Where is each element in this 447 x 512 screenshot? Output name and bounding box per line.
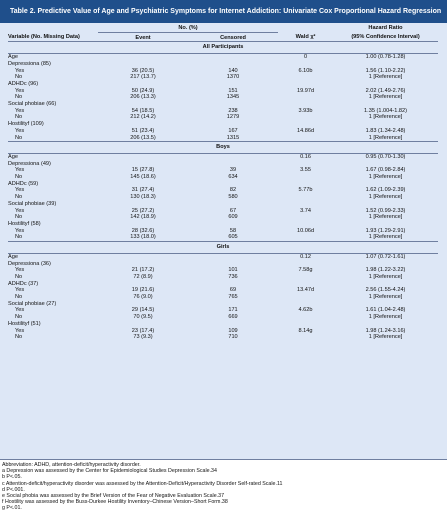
variable-cell: Yes bbox=[15, 167, 25, 174]
hazard-ratio-cell: 1.83 (1.34-2.48) bbox=[365, 127, 406, 134]
hazard-ratio-cell: 0.95 (0.70-1.30) bbox=[365, 153, 406, 160]
variable-cell: No bbox=[15, 194, 23, 201]
variable-cell: Yes bbox=[15, 187, 25, 194]
event-cell: 212 (14.2) bbox=[130, 114, 156, 121]
hazard-ratio-cell bbox=[333, 201, 438, 208]
table-row bbox=[8, 334, 438, 341]
hazard-ratio-cell: 1 [Reference] bbox=[368, 74, 403, 81]
no-pct-header: No. (%) bbox=[98, 23, 278, 32]
event-cell: 23 (17.4) bbox=[131, 327, 155, 334]
table-row bbox=[8, 68, 438, 75]
event-cell: 72 (8.9) bbox=[133, 273, 153, 280]
wald-cell bbox=[278, 314, 333, 321]
variable-cell: Yes bbox=[15, 67, 25, 74]
event-cell: 15 (27.8) bbox=[131, 167, 155, 174]
censored-cell: 101 bbox=[228, 267, 238, 274]
censored-cell: 1315 bbox=[226, 134, 240, 141]
table-row bbox=[8, 294, 438, 301]
table-row bbox=[8, 174, 438, 181]
group-heading: All Participants bbox=[8, 42, 438, 54]
hazard-ratio-header-1: Hazard Ratio bbox=[368, 25, 403, 32]
event-cell bbox=[98, 301, 188, 308]
event-cell: 145 (18.6) bbox=[130, 174, 156, 181]
wald-cell bbox=[278, 214, 333, 221]
variable-cell: Yes bbox=[15, 87, 25, 94]
variable-cell: No bbox=[15, 273, 23, 280]
wald-cell: 5.77b bbox=[298, 187, 313, 194]
table-row bbox=[8, 121, 438, 128]
variable-cell: Age bbox=[8, 54, 18, 61]
censored-cell: 580 bbox=[228, 194, 238, 201]
censored-cell bbox=[188, 281, 278, 288]
event-cell: 36 (20.5) bbox=[131, 67, 155, 74]
table-row bbox=[8, 194, 438, 201]
table-row bbox=[8, 214, 438, 221]
wald-cell: 3.55 bbox=[300, 167, 311, 174]
table-row bbox=[8, 301, 438, 308]
event-cell: 21 (17.2) bbox=[131, 267, 155, 274]
hazard-ratio-cell: 2.56 (1.55-4.24) bbox=[365, 287, 406, 294]
censored-cell: 171 bbox=[228, 307, 238, 314]
variable-cell: Yes bbox=[15, 127, 25, 134]
wald-cell: 8.14g bbox=[298, 327, 313, 334]
table-row bbox=[8, 161, 438, 168]
wald-cell bbox=[278, 274, 333, 281]
event-cell: 51 (23.4) bbox=[131, 127, 155, 134]
variable-cell: No bbox=[15, 334, 23, 341]
event-cell bbox=[98, 161, 188, 168]
event-cell bbox=[98, 181, 188, 188]
censored-cell bbox=[188, 153, 278, 160]
event-cell bbox=[98, 253, 188, 260]
variable-cell: ADHDc (96) bbox=[8, 80, 39, 87]
wald-cell bbox=[278, 201, 333, 208]
variable-cell: ADHDc (59) bbox=[8, 180, 39, 187]
variable-cell: ADHDc (37) bbox=[8, 280, 39, 287]
hazard-ratio-cell: 1 [Reference] bbox=[368, 114, 403, 121]
wald-cell: 3.93b bbox=[298, 107, 313, 114]
group-heading: Girls bbox=[8, 242, 438, 254]
hazard-ratio-cell bbox=[333, 161, 438, 168]
variable-cell: Yes bbox=[15, 207, 25, 214]
variable-cell: No bbox=[15, 94, 23, 101]
variable-cell: Hostilityf (58) bbox=[8, 220, 41, 227]
wald-cell bbox=[278, 114, 333, 121]
variable-cell: No bbox=[15, 234, 23, 241]
hazard-ratio-cell bbox=[333, 321, 438, 328]
event-cell bbox=[98, 61, 188, 68]
variable-cell: No bbox=[15, 114, 23, 121]
table-row bbox=[8, 281, 438, 288]
variable-cell: Social phobiae (27) bbox=[8, 300, 57, 307]
event-cell bbox=[98, 121, 188, 128]
table-row bbox=[8, 267, 438, 274]
wald-cell: 10.06d bbox=[296, 227, 315, 234]
table-row bbox=[8, 128, 438, 135]
variable-cell: No bbox=[15, 174, 23, 181]
footnote: b P<.05. bbox=[2, 474, 22, 481]
variable-cell: Yes bbox=[15, 267, 25, 274]
footnote: d P<.001. bbox=[2, 486, 25, 493]
wald-header: Wald χ² bbox=[295, 34, 316, 41]
event-cell: 28 (32.6) bbox=[131, 227, 155, 234]
hazard-ratio-cell: 1.61 (1.04-2.48) bbox=[365, 307, 406, 314]
table-row bbox=[8, 221, 438, 228]
event-cell: 73 (9.3) bbox=[133, 334, 153, 341]
wald-cell bbox=[278, 321, 333, 328]
censored-cell: 67 bbox=[229, 207, 237, 214]
event-cell bbox=[98, 101, 188, 108]
censored-cell: 39 bbox=[229, 167, 237, 174]
wald-cell: 3.74 bbox=[300, 207, 311, 214]
censored-cell bbox=[188, 161, 278, 168]
table-row bbox=[8, 287, 438, 294]
censored-cell: 605 bbox=[228, 234, 238, 241]
wald-cell bbox=[278, 294, 333, 301]
table-row bbox=[8, 253, 438, 260]
event-cell: 76 (9.0) bbox=[133, 294, 153, 301]
table-row bbox=[8, 88, 438, 95]
censored-cell: 167 bbox=[228, 127, 238, 134]
hazard-ratio-cell: 1 [Reference] bbox=[368, 334, 403, 341]
wald-cell bbox=[278, 61, 333, 68]
wald-cell bbox=[278, 174, 333, 181]
variable-cell: Depressiona (36) bbox=[8, 260, 51, 267]
censored-cell: 1279 bbox=[226, 114, 240, 121]
event-cell bbox=[98, 153, 188, 160]
hazard-ratio-cell: 1 [Reference] bbox=[368, 273, 403, 280]
event-cell bbox=[98, 321, 188, 328]
event-cell: 29 (14.5) bbox=[131, 307, 155, 314]
wald-cell bbox=[278, 81, 333, 88]
censored-cell bbox=[188, 201, 278, 208]
table-row bbox=[8, 167, 438, 174]
variable-cell: Age bbox=[8, 153, 18, 160]
footnote: f Hostility was assessed by the Buss-Durkee Hostility Inventory–Chinese Version–Short Form.38 bbox=[2, 499, 228, 506]
table-row bbox=[8, 81, 438, 88]
hazard-ratio-cell bbox=[333, 221, 438, 228]
table-row bbox=[8, 228, 438, 235]
hazard-ratio-cell: 1.00 (0.78-1.28) bbox=[365, 54, 406, 61]
hazard-ratio-cell: 1.07 (0.72-1.61) bbox=[365, 253, 406, 260]
table-row bbox=[8, 201, 438, 208]
table-title: Table 2. Predictive Value of Age and Psychiatric Symptoms for Internet Addiction: Univariate Cox Proportional Hazard Regression bbox=[0, 0, 447, 23]
event-cell: 70 (9.5) bbox=[133, 314, 153, 321]
hazard-ratio-cell: 1 [Reference] bbox=[368, 234, 403, 241]
variable-cell: Age bbox=[8, 253, 18, 260]
variable-cell: Hostilityf (109) bbox=[8, 121, 44, 128]
hazard-ratio-cell: 1.35 (1.004-1.82) bbox=[364, 107, 407, 114]
censored-cell bbox=[188, 101, 278, 108]
event-cell bbox=[98, 281, 188, 288]
variable-cell: No bbox=[15, 314, 23, 321]
wald-cell: 0 bbox=[303, 54, 308, 61]
event-header: Event bbox=[135, 34, 151, 41]
hazard-ratio-cell: 1.56 (1.10-2.22) bbox=[365, 67, 406, 74]
table-row bbox=[8, 321, 438, 328]
table-container bbox=[0, 23, 447, 460]
hazard-ratio-cell bbox=[333, 261, 438, 268]
table-row bbox=[8, 181, 438, 188]
table-row bbox=[8, 108, 438, 115]
hazard-ratio-cell: 1.93 (1.29-2.91) bbox=[365, 227, 406, 234]
hazard-ratio-cell: 1.98 (1.22-3.22) bbox=[365, 267, 406, 274]
wald-cell bbox=[278, 221, 333, 228]
wald-cell: 0.12 bbox=[300, 253, 311, 260]
footnotes bbox=[0, 462, 447, 512]
variable-cell: No bbox=[15, 74, 23, 81]
table-row bbox=[8, 135, 438, 142]
censored-cell: 609 bbox=[228, 214, 238, 221]
variable-cell: Social phobiae (39) bbox=[8, 200, 57, 207]
censored-cell bbox=[188, 261, 278, 268]
event-cell: 25 (27.2) bbox=[131, 207, 155, 214]
event-cell bbox=[98, 261, 188, 268]
censored-cell: 140 bbox=[228, 67, 238, 74]
censored-cell bbox=[188, 121, 278, 128]
hazard-ratio-cell: 1 [Reference] bbox=[368, 214, 403, 221]
hazard-ratio-header-2: (95% Confidence Interval) bbox=[351, 34, 420, 41]
variable-cell: Social phobiae (66) bbox=[8, 101, 57, 108]
hazard-ratio-cell: 1 [Reference] bbox=[368, 314, 403, 321]
table-row bbox=[8, 54, 438, 61]
censored-cell bbox=[188, 321, 278, 328]
footnote: a Depression was assessed by the Center for Epidemiological Studies Depression Scale.34 bbox=[2, 468, 217, 475]
hazard-ratio-cell: 1 [Reference] bbox=[368, 94, 403, 101]
wald-cell bbox=[278, 181, 333, 188]
censored-cell: 238 bbox=[228, 107, 238, 114]
table-row bbox=[8, 328, 438, 335]
event-cell: 142 (18.9) bbox=[130, 214, 156, 221]
hazard-ratio-cell bbox=[333, 81, 438, 88]
event-cell: 130 (18.3) bbox=[130, 194, 156, 201]
table-row bbox=[8, 187, 438, 194]
table-row bbox=[8, 314, 438, 321]
censored-cell bbox=[188, 81, 278, 88]
table-row bbox=[8, 307, 438, 314]
wald-cell bbox=[278, 161, 333, 168]
table-row bbox=[8, 234, 438, 241]
censored-cell: 1345 bbox=[226, 94, 240, 101]
variable-cell: No bbox=[15, 294, 23, 301]
wald-cell: 4.62b bbox=[298, 307, 313, 314]
censored-cell bbox=[188, 54, 278, 61]
censored-cell bbox=[188, 253, 278, 260]
table-row bbox=[8, 61, 438, 68]
wald-cell: 13.47d bbox=[296, 287, 315, 294]
variable-cell: Depressiona (85) bbox=[8, 60, 51, 67]
wald-cell bbox=[278, 94, 333, 101]
censored-cell: 58 bbox=[229, 227, 237, 234]
censored-cell: 710 bbox=[228, 334, 238, 341]
censored-cell: 151 bbox=[228, 87, 238, 94]
variable-cell: Depressiona (49) bbox=[8, 160, 51, 167]
footnote: e Social phobia was assessed by the Brief Version of the Fear of Negative Evaluation Scale.37 bbox=[2, 493, 225, 500]
hazard-ratio-cell: 1 [Reference] bbox=[368, 134, 403, 141]
wald-cell bbox=[278, 281, 333, 288]
hazard-ratio-cell: 1 [Reference] bbox=[368, 174, 403, 181]
wald-cell bbox=[278, 101, 333, 108]
variable-cell: Yes bbox=[15, 307, 25, 314]
censored-cell: 669 bbox=[228, 314, 238, 321]
censored-cell: 69 bbox=[229, 287, 237, 294]
event-cell: 206 (13.3) bbox=[130, 94, 156, 101]
event-cell: 31 (27.4) bbox=[131, 187, 155, 194]
table-row bbox=[8, 101, 438, 108]
event-cell: 54 (18.5) bbox=[131, 107, 155, 114]
censored-cell bbox=[188, 221, 278, 228]
data-table bbox=[8, 23, 438, 341]
censored-cell: 109 bbox=[228, 327, 238, 334]
hazard-ratio-cell bbox=[333, 281, 438, 288]
wald-cell bbox=[278, 334, 333, 341]
censored-cell bbox=[188, 301, 278, 308]
group-heading: Boys bbox=[8, 142, 438, 154]
hazard-ratio-cell bbox=[333, 61, 438, 68]
table-row bbox=[8, 274, 438, 281]
event-cell: 50 (24.9) bbox=[131, 87, 155, 94]
hazard-ratio-cell: 1 [Reference] bbox=[368, 194, 403, 201]
variable-cell: No bbox=[15, 214, 23, 221]
variable-cell: Yes bbox=[15, 107, 25, 114]
wald-cell: 19.97d bbox=[296, 87, 315, 94]
wald-cell bbox=[278, 135, 333, 142]
footnote: Abbreviation: ADHD, attention-deficit/hyperactivity disorder. bbox=[2, 462, 141, 468]
censored-cell: 1370 bbox=[226, 74, 240, 81]
table-row bbox=[8, 261, 438, 268]
event-cell: 133 (18.0) bbox=[130, 234, 156, 241]
censored-header: Censored bbox=[220, 34, 246, 41]
hazard-ratio-cell bbox=[333, 101, 438, 108]
event-cell: 19 (21.6) bbox=[131, 287, 155, 294]
variable-cell: Yes bbox=[15, 287, 25, 294]
hazard-ratio-cell bbox=[333, 121, 438, 128]
variable-cell: Yes bbox=[15, 227, 25, 234]
table-row bbox=[8, 208, 438, 215]
hazard-ratio-cell: 1.67 (0.98-2.84) bbox=[365, 167, 406, 174]
hazard-ratio-cell bbox=[333, 301, 438, 308]
censored-cell: 736 bbox=[228, 273, 238, 280]
censored-cell bbox=[188, 61, 278, 68]
censored-cell: 634 bbox=[228, 174, 238, 181]
table-row bbox=[8, 153, 438, 160]
event-cell bbox=[98, 201, 188, 208]
wald-cell bbox=[278, 261, 333, 268]
censored-cell: 765 bbox=[228, 294, 238, 301]
wald-cell: 0.16 bbox=[300, 153, 311, 160]
wald-cell bbox=[278, 194, 333, 201]
event-cell bbox=[98, 221, 188, 228]
hazard-ratio-cell: 2.02 (1.49-2.76) bbox=[365, 87, 406, 94]
event-cell bbox=[98, 54, 188, 61]
wald-cell bbox=[278, 234, 333, 241]
footnote: c Attention-deficit/hyperactivity disorder was assessed by the Attention-Deficit/Hyperactivity Disorder Self-rated Scale.11 bbox=[2, 480, 283, 487]
hazard-ratio-cell: 1.62 (1.09-2.39) bbox=[365, 187, 406, 194]
hazard-ratio-cell: 1 [Reference] bbox=[368, 294, 403, 301]
wald-cell bbox=[278, 121, 333, 128]
wald-cell bbox=[278, 74, 333, 81]
hazard-ratio-cell: 1.98 (1.24-3.16) bbox=[365, 327, 406, 334]
event-cell bbox=[98, 81, 188, 88]
table-row bbox=[8, 74, 438, 81]
wald-cell: 6.10b bbox=[298, 67, 313, 74]
event-cell: 217 (13.7) bbox=[130, 74, 156, 81]
wald-cell bbox=[278, 301, 333, 308]
wald-cell: 7.58g bbox=[298, 267, 313, 274]
hazard-ratio-cell bbox=[333, 181, 438, 188]
footnote: g P<.01. bbox=[2, 505, 22, 512]
hazard-ratio-cell: 1.52 (0.99-2.33) bbox=[365, 207, 406, 214]
table-row bbox=[8, 114, 438, 121]
wald-cell: 14.86d bbox=[296, 127, 315, 134]
variable-cell: Hostilityf (51) bbox=[8, 320, 41, 327]
variable-cell: Yes bbox=[15, 327, 25, 334]
table-row bbox=[8, 94, 438, 101]
variable-cell: No bbox=[15, 134, 23, 141]
censored-cell: 82 bbox=[229, 187, 237, 194]
censored-cell bbox=[188, 181, 278, 188]
event-cell: 206 (13.5) bbox=[130, 134, 156, 141]
variable-header: Variable (No. Missing Data) bbox=[8, 34, 80, 41]
